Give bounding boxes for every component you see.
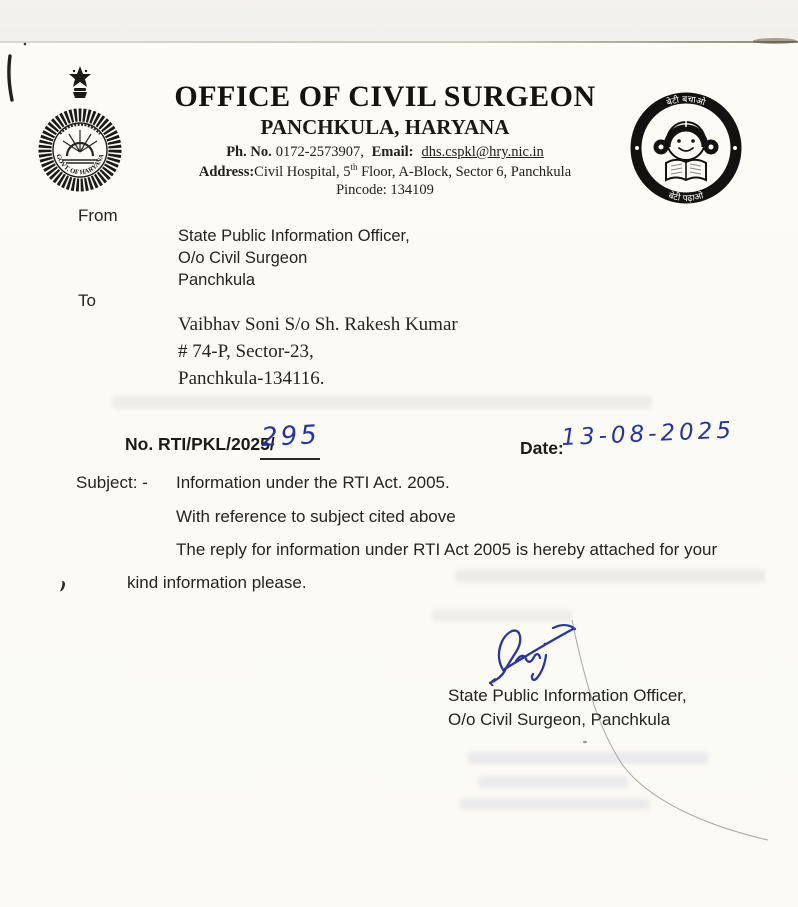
signatory-title bbox=[448, 684, 687, 732]
haryana-emblem-text: GOVT. OF HARYANA bbox=[54, 153, 106, 177]
body-line-3: kind information please. bbox=[127, 573, 307, 592]
email-label: Email: bbox=[371, 144, 414, 160]
phone-label: Ph. No. bbox=[226, 144, 272, 160]
speck-mark bbox=[583, 741, 587, 743]
bleed-through-ghost bbox=[478, 776, 628, 788]
address-part1: Civil Hospital, 5 bbox=[254, 163, 351, 180]
signatory-line: O/o Civil Surgeon, Panchkula bbox=[448, 710, 671, 729]
to-line: # 74-P, Sector-23, bbox=[178, 341, 314, 362]
pincode-line: Pincode: 134109 bbox=[336, 181, 434, 198]
contact-line bbox=[150, 144, 620, 161]
date-label: Date: bbox=[520, 438, 564, 458]
date-handwritten: 13-08-2025 bbox=[560, 417, 736, 451]
from-address bbox=[178, 225, 410, 291]
office-location: PANCHKULA, HARYANA bbox=[260, 115, 510, 139]
bleed-through-ghost bbox=[112, 396, 652, 409]
phone-number: 0172-2573907, bbox=[275, 144, 364, 160]
from-line: State Public Information Officer, bbox=[178, 227, 410, 245]
from-line: Panchkula bbox=[178, 271, 256, 289]
bleed-through-ghost bbox=[460, 798, 650, 810]
subject-label: Subject: - bbox=[76, 473, 148, 492]
to-line: Panchkula-134116. bbox=[178, 368, 325, 389]
speck-mark bbox=[24, 43, 27, 46]
govt-of-haryana-emblem bbox=[36, 62, 128, 204]
to-address bbox=[178, 311, 458, 392]
beti-padhao-text: बेटी पढ़ाओ bbox=[667, 191, 705, 205]
body-line-1: With reference to subject cited above bbox=[176, 507, 456, 526]
to-line: Vaibhav Soni S/o Sh. Rakesh Kumar bbox=[178, 314, 458, 335]
ref-number-label: No. RTI/PKL/2025/ bbox=[125, 434, 275, 454]
to-label: To bbox=[78, 291, 96, 310]
from-line: O/o Civil Surgeon bbox=[178, 249, 308, 267]
subject-text: Information under the RTI Act. 2005. bbox=[176, 473, 450, 492]
bleed-through-ghost bbox=[468, 752, 708, 764]
beti-bachao-text: बेटी बचाओ bbox=[665, 94, 707, 109]
beti-bachao-beti-padhao-logo bbox=[628, 89, 744, 207]
letterhead bbox=[150, 80, 620, 199]
bleed-through-ghost bbox=[455, 570, 765, 582]
office-title: OFFICE OF CIVIL SURGEON bbox=[174, 80, 596, 113]
paper-top-edge bbox=[0, 41, 798, 43]
email-address: dhs.cspkl@hry.nic.in bbox=[421, 144, 544, 160]
address-line bbox=[150, 162, 620, 181]
signature-handwritten bbox=[483, 616, 585, 686]
ref-number-handwritten: 295 bbox=[260, 419, 321, 453]
ref-number-underline bbox=[260, 458, 320, 460]
from-label: From bbox=[78, 206, 118, 225]
address-part2: Floor, A-Block, Sector 6, Panchkula bbox=[357, 163, 572, 180]
address-ordinal: th bbox=[350, 162, 358, 172]
comma-pen-mark bbox=[60, 581, 65, 591]
address-label: Address: bbox=[198, 163, 255, 180]
left-edge-ink-mark bbox=[9, 56, 12, 100]
signatory-line: State Public Information Officer, bbox=[448, 686, 687, 705]
ashoka-capital-icon bbox=[69, 66, 91, 98]
body-line-2: The reply for information under RTI Act 2005 is hereby attached for your bbox=[176, 540, 718, 559]
